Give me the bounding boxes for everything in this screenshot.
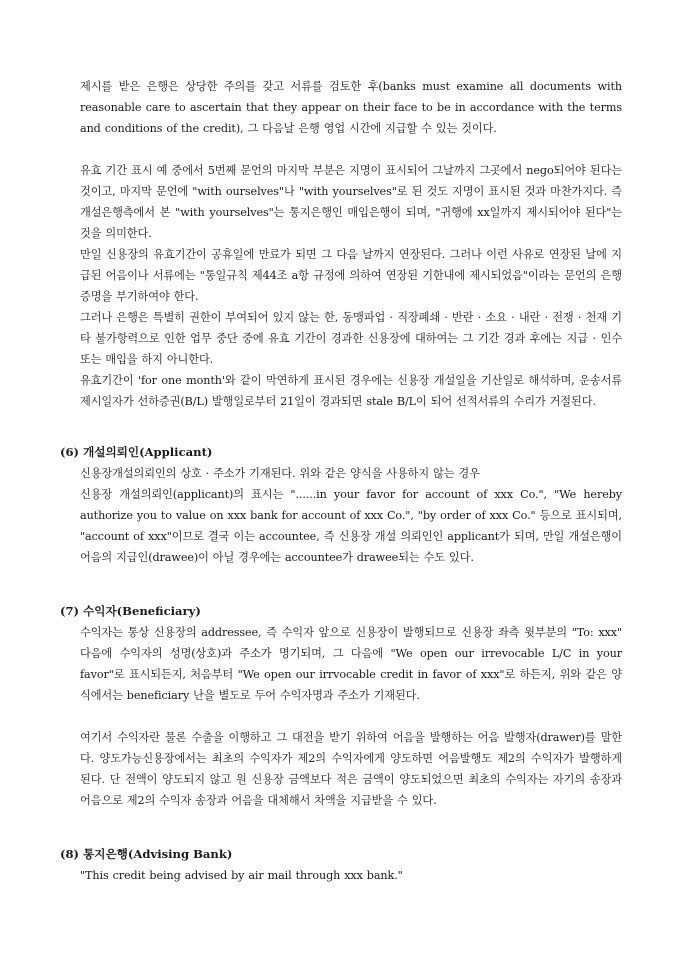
intro-paragraph-3: 만일 신용장의 유효기간이 공휴일에 만료가 되면 그 다음 날까지 연장된다. 그러나 이런 사유로 연장된 날에 지급된 어음이나 서류에는 "통일규칙 제44조 a항 규정에 의하여 연장된 기한내에 제시되었음"이라는 문언의 은행증명을 부기하여야 한다. <box>80 248 622 303</box>
advising-bank-heading: (8) 통지은행(Advising Bank) <box>60 847 233 861</box>
intro-paragraph-1: 제시를 받은 은행은 상당한 주의를 갖고 서류를 검토한 후(banks must examine all documents with reasonable care to ascertain that they appear on their face to be in accordance with the terms and conditions of the credit), 그 다음날 은행 영업 시간에 지급할 수 있는 것이다. <box>80 80 622 135</box>
beneficiary-paragraph-2: 여기서 수익자란 물론 수출을 이행하고 그 대전을 받기 위하여 어음을 발행하는 어음 발행자(drawer)를 말한다. 양도가능신용장에서는 최초의 수익자가 제2의 수익자에게 양도하면 어음발행도 제2의 수익자가 발행하게 된다. 단 전액이 양도되지 않고 원 신용장 금액보다 적은 금액이 양도되었으면 최초의 수익자는 자기의 송장과 어음으로 제2의 수익자 송장과 어음을 대체해서 차액을 지급받을 수 있다. <box>80 731 622 807</box>
advising-bank-paragraph-1: "This credit being advised by air mail through xxx bank." <box>80 869 403 882</box>
applicant-paragraph-1: 신용장개설의뢰인의 상호 · 주소가 기재된다. 위와 같은 양식을 사용하지 않는 경우 <box>80 467 480 480</box>
applicant-paragraph-2: 신용장 개설의뢰인(applicant)의 표시는 "......in your favor for account of xxx Co.", "We hereby authorize you to value on xxx bank for account of xxx Co.", "by order of xxx Co." 등으로 표시되며, "account of xxx"이므로 결국 이는 accountee, 즉 신용장 개설 의뢰인인 applicant가 되며, 만일 개설은행이 어음의 지급인(drawee)이 아닐 경우에는 accountee가 drawee되는 수도 있다. <box>80 488 622 564</box>
intro-paragraph-4: 그러나 은행은 특별히 권한이 부여되어 있지 않는 한, 동맹파업 · 직장폐쇄 · 반란 · 소요 · 내란 · 전쟁 · 천재 기타 불가항력으로 인한 업무 중단 중에 유효 기간이 경과한 신용장에 대하여는 그 기간 경과 후에는 지급 · 인수 또는 매입을 하지 아니한다. <box>80 311 622 366</box>
beneficiary-paragraph-1: 수익자는 통상 신용장의 addressee, 즉 수익자 앞으로 신용장이 발행되므로 신용장 좌측 윗부분의 "To: xxx" 다음에 수익자의 성명(상호)과 주소가 명기되며, 그 다음에 "We open our irrevocable L/C in your favor"로 표시되든지, 처음부터 "We open our irrvocable credit in favor of xxx"로 하든지, 위와 같은 양식에서는 beneficiary 난을 별도로 두어 수익자명과 주소가 기재된다. <box>80 626 622 702</box>
applicant-heading: (6) 개설의뢰인(Applicant) <box>60 445 213 459</box>
intro-paragraph-5: 유효기간이 'for one month'와 같이 막연하게 표시된 경우에는 신용장 개설일을 기산일로 해석하며, 운송서류 제시일자가 선하증권(B/L) 발행일로부터 21일이 경과되면 stale B/L이 되어 선적서류의 수리가 거절된다. <box>80 374 622 408</box>
beneficiary-heading: (7) 수익자(Beneficiary) <box>60 604 201 618</box>
intro-paragraph-2: 유효 기간 표시 예 중에서 5번째 문언의 마지막 부분은 지명이 표시되어 그날까지 그곳에서 nego되어야 된다는 것이고, 마지막 문언에 "with ourselves"나 "with yourselves"로 된 것도 지명이 표시된 것과 마찬가지다. 즉 개설은행측에서 본 "with yourselves"는 통지은행인 매입은행이 되며, "귀행에 xx일까지 제시되어야 된다"는 것을 의미한다. <box>80 164 622 240</box>
